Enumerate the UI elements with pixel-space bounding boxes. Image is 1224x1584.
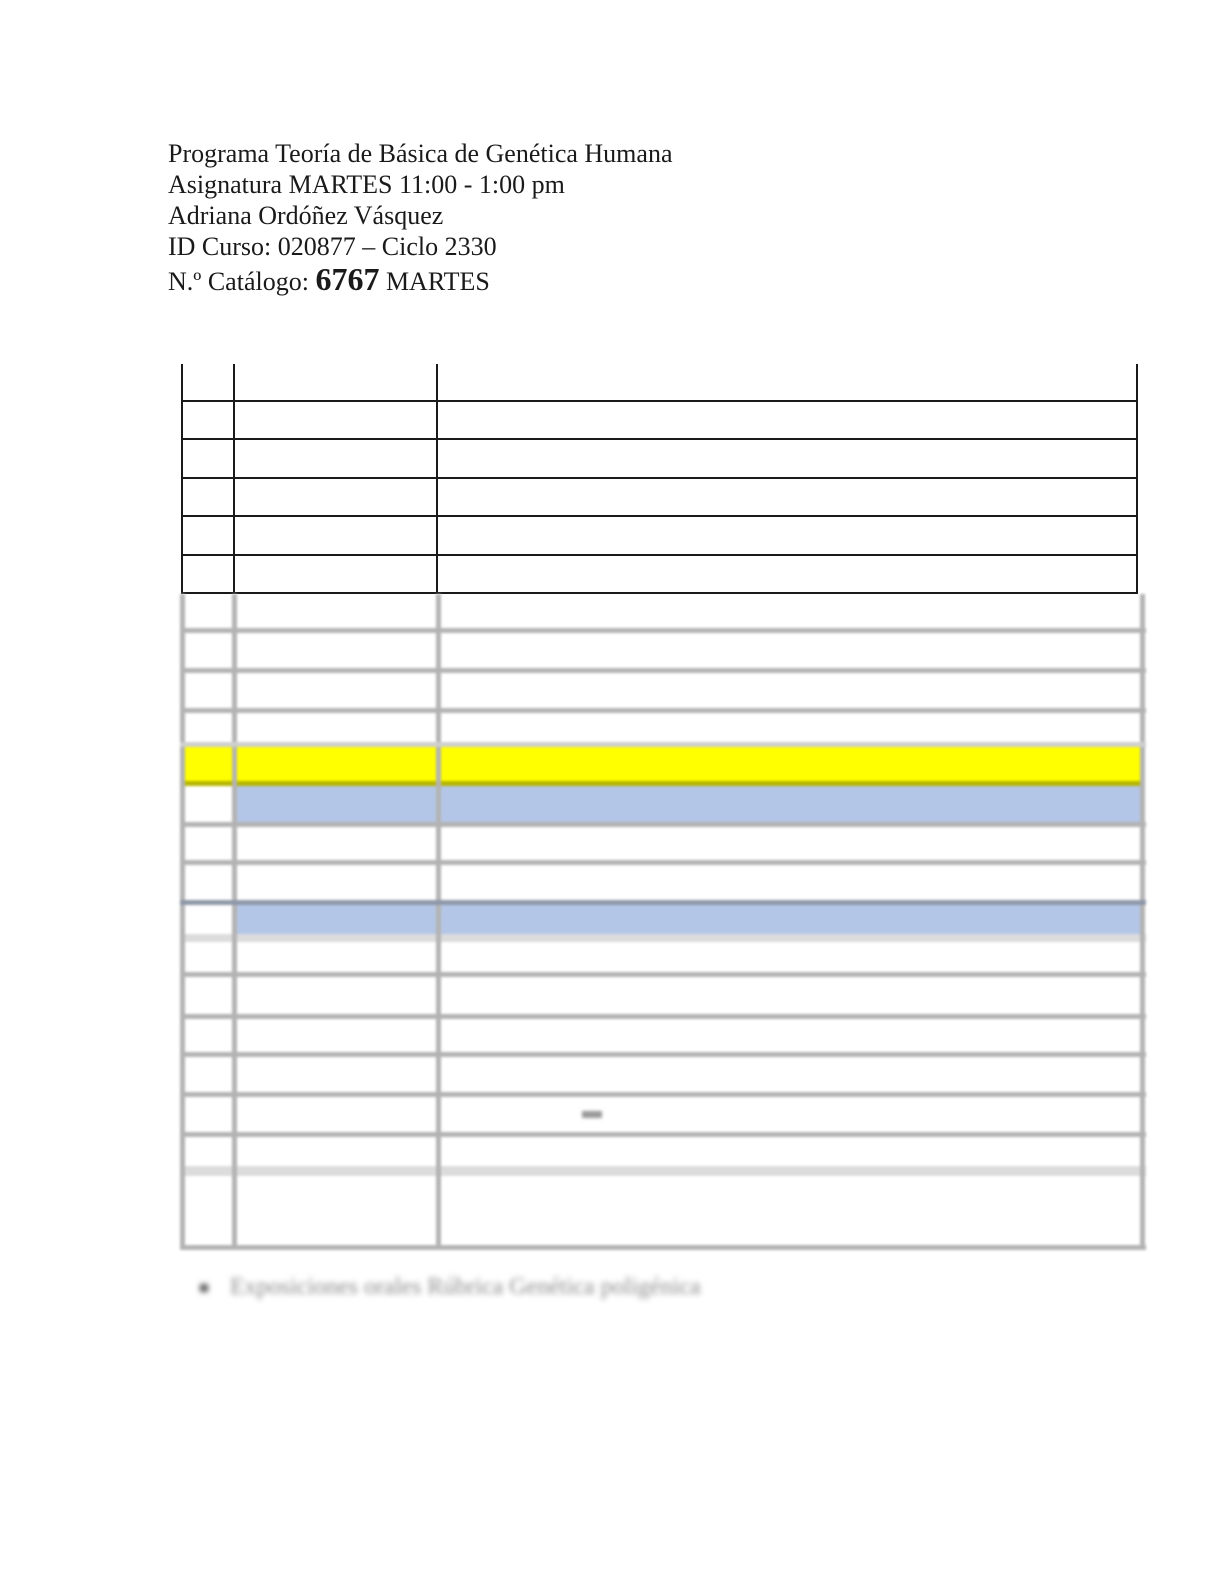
highlighted-row-blue [236,786,1140,822]
subject-schedule: Asignatura MARTES 11:00 - 1:00 pm [168,170,565,199]
blurred-cell-mark [582,1111,602,1118]
blurred-bullet-item [200,1274,701,1301]
table-column-divider [436,364,438,594]
instructor-name: Adriana Ordóñez Vásquez [168,201,444,230]
table-column-divider [232,594,237,1250]
table-row-divider [180,1132,1146,1137]
table-border-left [181,364,183,594]
catalog-label: N.º Catálogo: [168,267,309,296]
catalog-day: MARTES [385,267,490,296]
table-border-right [1136,364,1138,594]
table-row-divider [181,477,1138,479]
program-title: Programa Teoría de Básica de Genética Humana [168,139,673,168]
table-row-divider [180,1052,1146,1057]
table-row-divider [180,628,1146,633]
table-row-divider [181,515,1138,517]
schedule-table-blurred [180,594,1146,1250]
table-row-divider [180,742,1146,747]
table-row-divider [180,708,1146,713]
bullet-icon [200,1284,208,1292]
table-border-bottom [180,1245,1146,1250]
table-row-shadow [180,1166,1146,1176]
table-column-divider [436,594,441,1250]
catalog-line [168,261,673,297]
table-border-right [1140,594,1145,1250]
table-row-divider [180,822,1146,827]
table-border-left [180,594,185,1250]
table-row-divider [180,972,1146,977]
table-row-divider [181,554,1138,556]
table-row-divider [181,400,1138,402]
table-row-divider [181,438,1138,440]
table-row-divider [180,860,1146,865]
blurred-caption-text: Exposiciones orales Rúbrica Genética poligénica [230,1274,701,1300]
table-row-divider [180,668,1146,673]
table-row-shadow [180,934,1146,942]
course-id: ID Curso: 020877 – Ciclo 2330 [168,232,497,261]
catalog-number: 6767 [315,261,380,297]
document-header [168,138,673,297]
highlighted-row-yellow [184,746,1140,784]
table-row-divider [180,1092,1146,1097]
table-row-divider [180,900,1146,905]
table-column-divider [233,364,235,594]
table-row-divider [180,1014,1146,1019]
